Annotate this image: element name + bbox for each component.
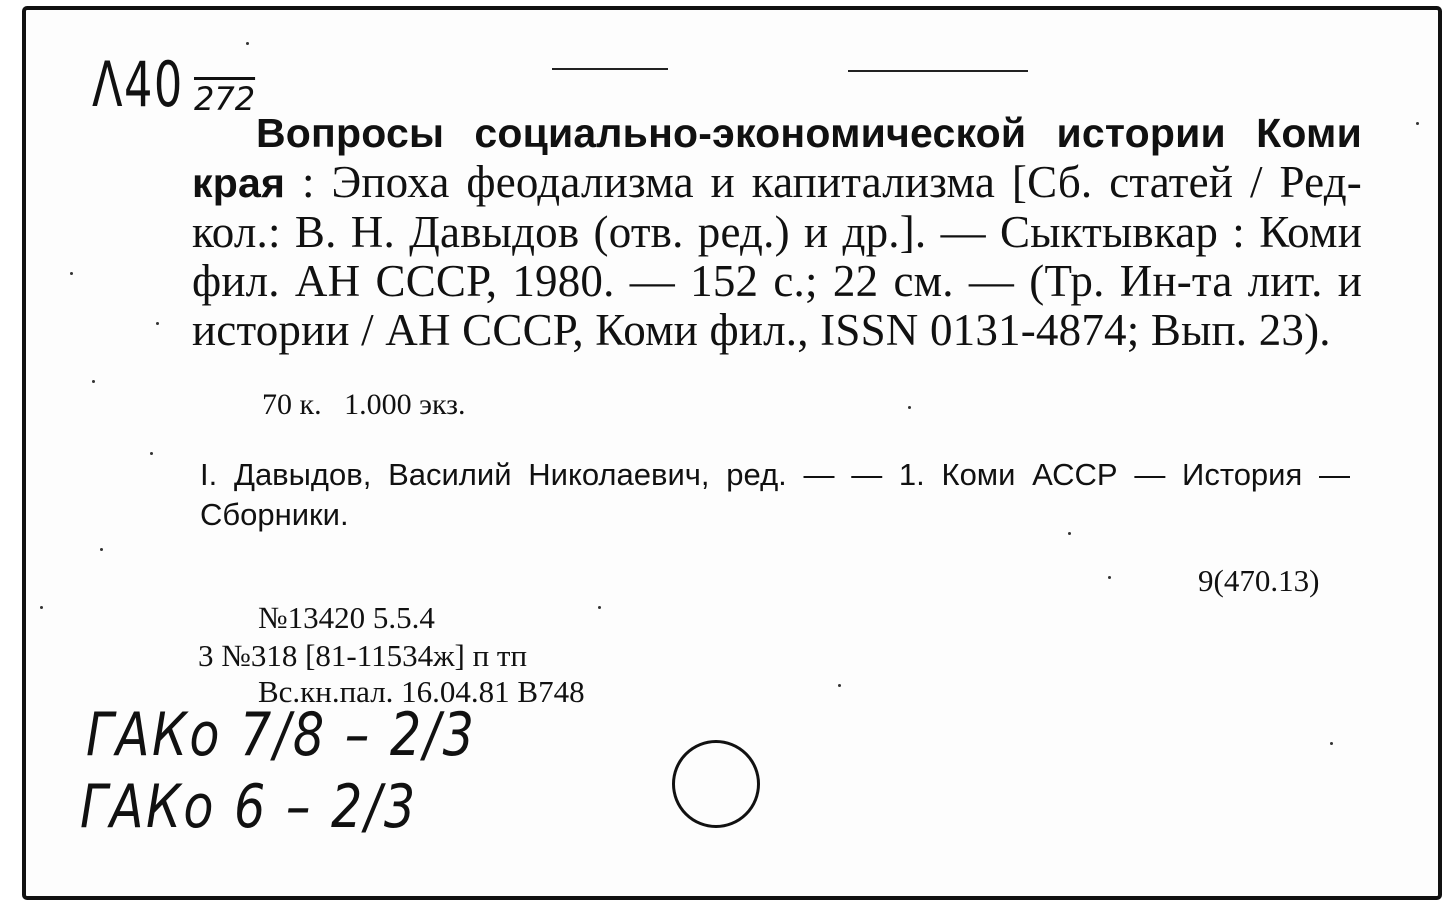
separator-dash	[848, 70, 1028, 72]
speck	[1108, 576, 1111, 579]
call-number-sub: 272	[194, 80, 256, 118]
speck	[150, 452, 153, 455]
technical-line-2: 3 №318 [81-11534ж] п тп	[198, 638, 528, 673]
handwritten-note-2: ГАКо 6 – 2/3	[80, 772, 418, 842]
punch-hole-circle	[672, 740, 760, 828]
speck	[1068, 532, 1071, 535]
handwritten-note-1: ГАКо 7/8 – 2/3	[86, 700, 477, 770]
speck	[100, 548, 103, 551]
classification-number: 9(470.13)	[1198, 563, 1320, 598]
technical-line-3: Вс.кн.пал. 16.04.81 В748	[258, 674, 585, 709]
tracings: I. Давыдов, Василий Николаевич, ред. — — 1. Коми АССР — История — Сборники.	[200, 457, 1350, 532]
price-and-print-run: 70 к. 1.000 экз.	[262, 388, 466, 421]
speck	[908, 406, 911, 409]
technical-line-1: №13420 5.5.4	[258, 600, 435, 635]
speck	[70, 272, 73, 275]
speck	[838, 684, 841, 687]
bibliographic-entry	[192, 108, 1362, 355]
speck	[598, 606, 601, 609]
speck	[40, 606, 43, 609]
speck	[1330, 742, 1333, 745]
entry-title: Вопросы социально-экономической истории Коми края	[192, 110, 1362, 206]
speck	[156, 322, 159, 325]
speck	[246, 42, 249, 45]
speck	[1416, 122, 1419, 125]
separator-dash	[552, 68, 668, 70]
entry-description: : Эпоха феодализма и капитализма [Сб. статей / Ред-кол.: В. Н. Давыдов (отв. ред.) и др.]. — Сыктывкар : Коми фил. АН СССР, 1980. — 152 с.; 22 см. — (Тр. Ин-та лит. и истории / АН СССР, Коми фил., ISSN 0131-4874; Вып. 23).	[192, 157, 1362, 355]
speck	[92, 380, 95, 383]
call-number: Λ40	[92, 48, 184, 121]
